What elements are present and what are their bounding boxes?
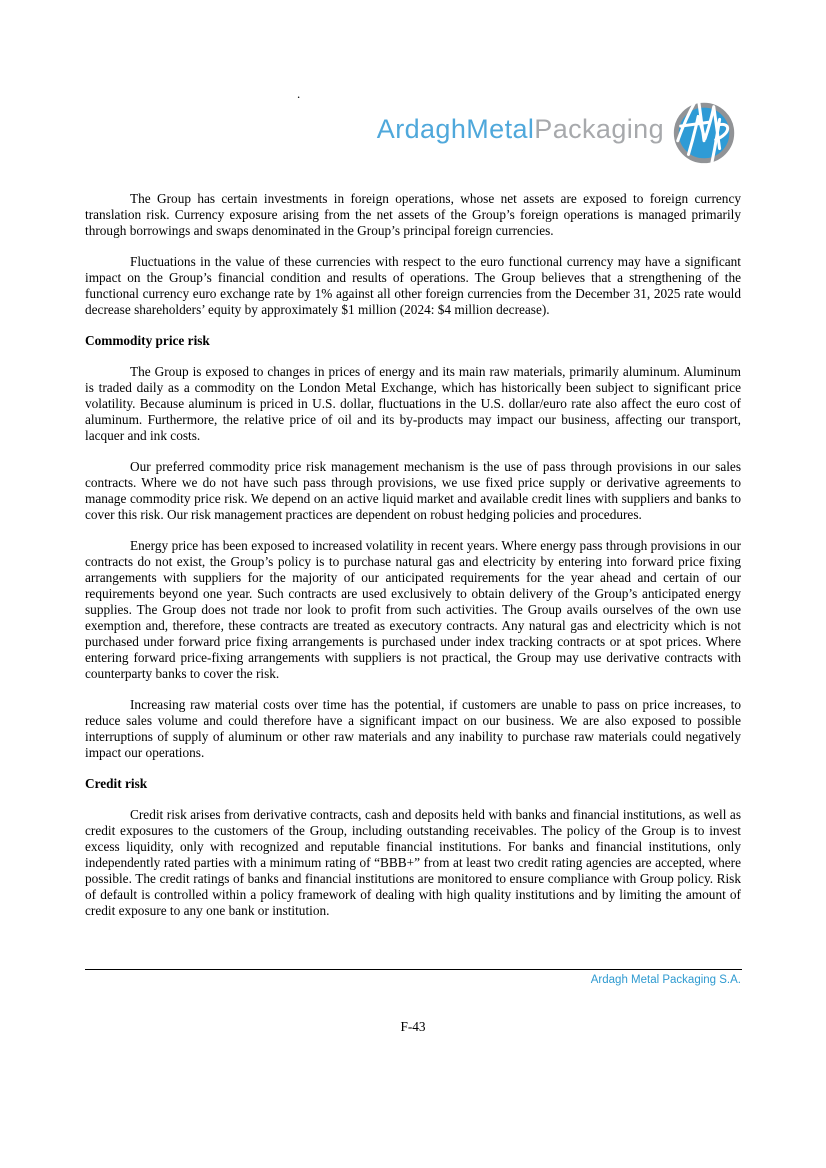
footer-company-name: Ardagh Metal Packaging S.A. [590, 974, 741, 986]
logo-wordmark [376, 113, 664, 149]
amp-logo-icon [668, 92, 742, 172]
page-number: F-43 [400, 1019, 426, 1034]
paragraph-currency-fluctuations: Fluctuations in the value of these currencies with respect to the euro functional currency may have a significant impact on the Group’s financial condition and results of operations. The Group believes that a strengthening of the functional currency euro exchange rate by 1% against all other foreign currencies from the December 31, 2025 rate would decrease shareholders’ equity by approximately $1 million (2024: $4 million decrease). [85, 254, 741, 317]
footer-divider [85, 969, 742, 970]
paragraph-energy-price: Energy price has been exposed to increased volatility in recent years. Where energy pass through provisions in our contracts do not exist, the Group’s policy is to purchase natural gas and electricity by entering into forward price fixing arrangements with suppliers for the majority of our anticipated requirements for the year ahead and certain of our requirements beyond one year. Such contracts are used exclusively to obtain delivery of the Group’s anticipated energy supplies. The Group does not trade nor look to profit from such activities. The Group avails ourselves of the own use exemption and, therefore, these contracts are treated as executory contracts. Any natural gas and electricity which is not purchased under forward price fixing arrangements is purchased under index tracking contracts or at spot prices. Where entering forward price-fixing arrangements with suppliers is not practical, the Group may use derivative contracts with counterparty banks to cover the risk. [85, 538, 741, 681]
paragraph-commodity-exposure: The Group is exposed to changes in prices of energy and its main raw materials, primarily aluminum. Aluminum is traded daily as a commodity on the London Metal Exchange, which has historically been subject to significant price volatility. Because aluminum is priced in U.S. dollar, fluctuations in the U.S. dollar/euro rate also affect the euro cost of aluminum. Furthermore, the relative price of oil and its by-products may impact our business, affecting our transport, lacquer and ink costs. [85, 364, 741, 443]
paragraph-raw-material-costs: Increasing raw material costs over time has the potential, if customers are unable to pass on price increases, to reduce sales volume and could therefore have a significant impact on our business. We are also exposed to possible interruptions of supply of aluminum or other raw materials and any inability to purchase raw materials could negatively impact our operations. [85, 697, 741, 760]
heading-credit-risk: Credit risk [85, 776, 148, 791]
paragraph-credit-risk: Credit risk arises from derivative contracts, cash and deposits held with banks and financial institutions, as well as credit exposures to the customers of the Group, including outstanding receivables. The policy of the Group is to invest excess liquidity, only with recognized and reputable financial institutions. For banks and financial institutions, only independently rated parties with a minimum rating of “BBB+” from at least two credit rating agencies are accepted, where possible. The credit ratings of banks and financial institutions are monitored to ensure compliance with Group policy. Risk of default is controlled within a policy framework of dealing with high quality institutions and by limiting the amount of credit exposure to any one bank or institution. [85, 807, 741, 918]
paragraph-foreign-currency-translation: The Group has certain investments in foreign operations, whose net assets are exposed to foreign currency translation risk. Currency exposure arising from the net assets of the Group’s foreign operations is managed primarily through borrowings and swaps denominated in the Group’s principal foreign currencies. [85, 191, 741, 238]
paragraph-pass-through-provisions: Our preferred commodity price risk management mechanism is the use of pass through provisions in our sales contracts. Where we do not have such pass through provisions, we use fixed price supply or derivative agreements to manage commodity price risk. We depend on an active liquid market and available credit lines with suppliers and banks to cover this risk. Our risk management practices are dependent on robust hedging policies and procedures. [85, 459, 741, 522]
logo-text-ardaghmetal: ArdaghMetal [376, 113, 535, 144]
logo-text-packaging: Packaging [534, 113, 664, 144]
stray-mark: . [297, 86, 301, 101]
company-logo [377, 92, 742, 172]
document-body [85, 191, 741, 934]
heading-commodity-price-risk: Commodity price risk [85, 333, 210, 348]
